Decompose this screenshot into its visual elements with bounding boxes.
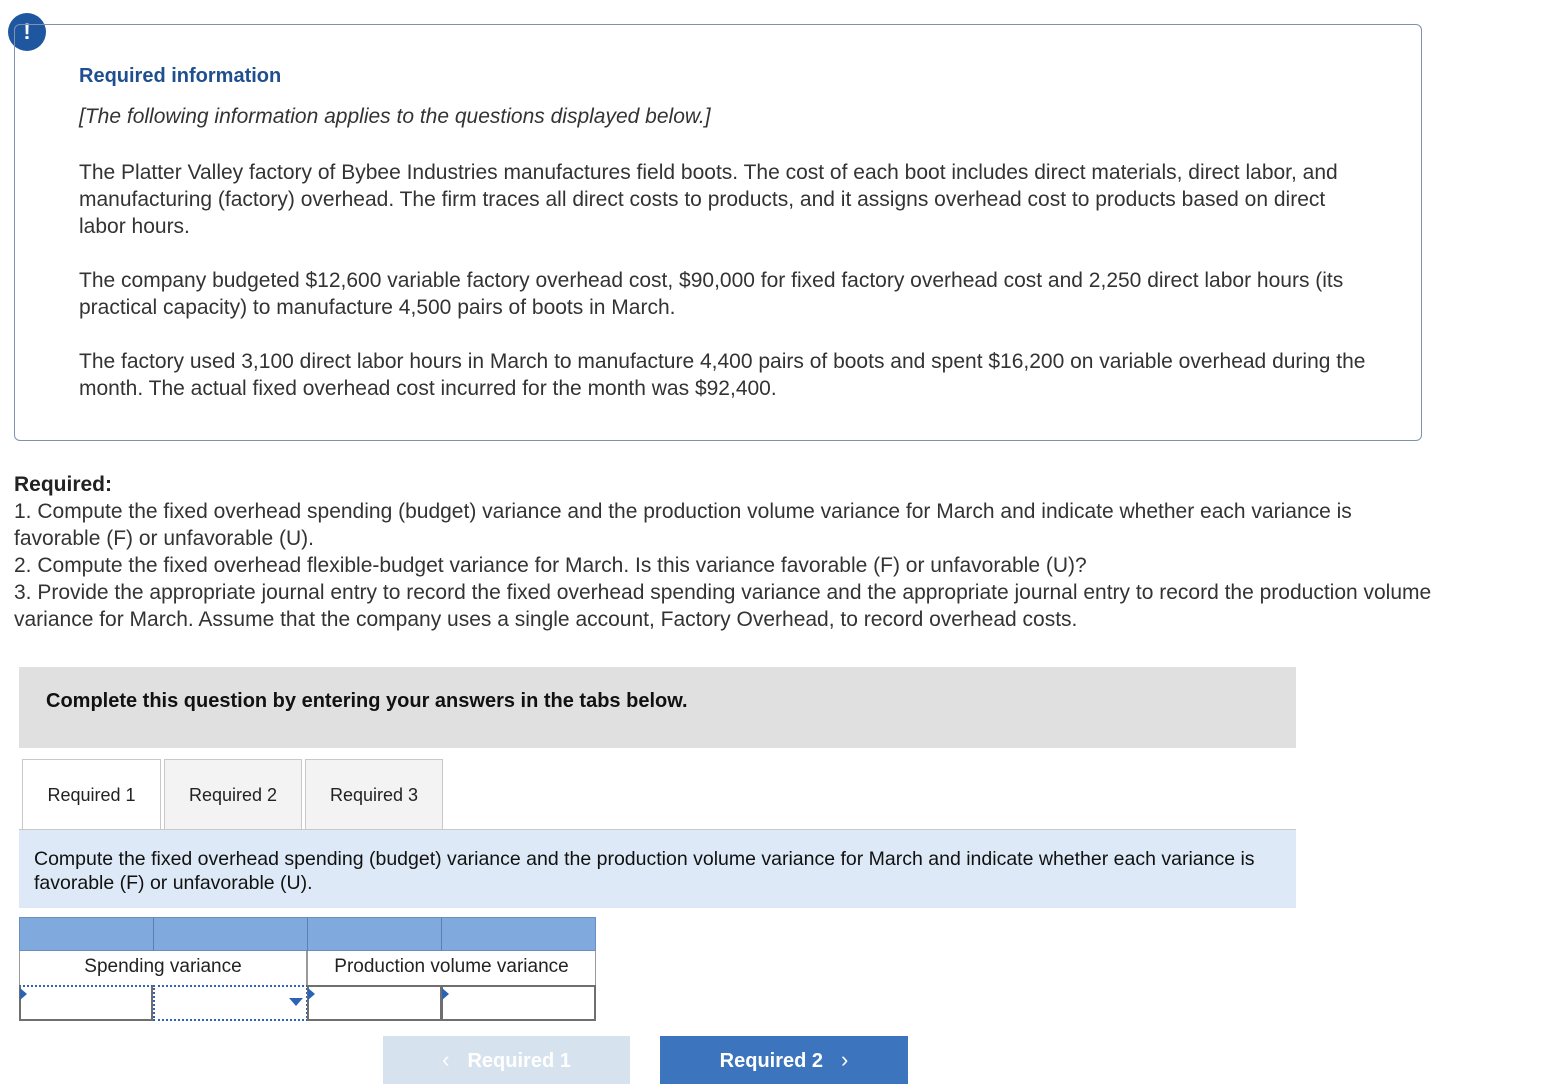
input-marker-icon <box>308 988 315 1000</box>
answer-grid <box>19 917 596 1021</box>
alert-icon: ! <box>8 13 46 51</box>
chevron-right-icon: › <box>841 1047 849 1072</box>
info-paragraph: The Platter Valley factory of Bybee Industries manufactures field boots. The cost of each boot includes direct materials, direct labor, and manufacturing (factory) overhead. The firm traces all direct costs to products, and it assigns overhead cost to products based on direct labor hours. <box>79 161 1338 238</box>
production-volume-variance-fu-select[interactable] <box>441 985 596 1021</box>
grid-divider <box>307 918 308 951</box>
required-item: 1. Compute the fixed overhead spending (budget) variance and the production volume variance for March and indicate whether each variance is favorable (F) or unfavorable (U). <box>14 500 1352 550</box>
production-volume-variance-amount-input[interactable] <box>307 985 442 1021</box>
required-information-panel <box>14 24 1422 441</box>
tab-required-3[interactable]: Required 3 <box>305 759 443 830</box>
info-paragraph: The factory used 3,100 direct labor hours in March to manufacture 4,400 pairs of boots and spent $16,200 on variable overhead during the month. The actual fixed overhead cost incurred for the month was $92,400. <box>79 350 1366 400</box>
input-marker-icon <box>442 988 449 1000</box>
dropdown-arrow-icon[interactable] <box>289 998 303 1006</box>
tab-required-2[interactable]: Required 2 <box>164 759 302 830</box>
answer-row <box>19 985 596 1021</box>
previous-button-label: Required 1 <box>467 1050 571 1072</box>
info-title: Required information <box>79 65 282 87</box>
column-label-spending: Spending variance <box>19 951 307 985</box>
input-marker-icon <box>20 988 27 1000</box>
spending-variance-amount-input[interactable] <box>19 985 153 1021</box>
required-item: 2. Compute the fixed overhead flexible-budget variance for March. Is this variance favorable (F) or unfavorable (U)? <box>14 554 1087 577</box>
question-text: Compute the fixed overhead spending (budget) variance and the production volume variance for March and indicate whether each variance is favorable (F) or unfavorable (U). <box>19 829 1296 908</box>
next-button-label: Required 2 <box>719 1050 824 1072</box>
required-heading: Required: <box>14 473 113 496</box>
next-button[interactable] <box>660 1036 908 1084</box>
grid-divider <box>441 918 442 951</box>
tab-required-1[interactable]: Required 1 <box>22 759 161 831</box>
previous-button[interactable] <box>383 1036 630 1084</box>
instruction-banner: Complete this question by entering your answers in the tabs below. <box>19 667 1296 748</box>
spending-variance-fu-select[interactable] <box>153 985 308 1021</box>
column-label-production-volume: Production volume variance <box>307 951 596 985</box>
grid-divider <box>153 918 154 951</box>
grid-header <box>19 917 596 951</box>
chevron-left-icon: ‹ <box>442 1047 450 1072</box>
required-list <box>14 471 1434 633</box>
info-note: [The following information applies to the questions displayed below.] <box>79 105 711 128</box>
info-paragraph: The company budgeted $12,600 variable factory overhead cost, $90,000 for fixed factory overhead cost and 2,250 direct labor hours (its practical capacity) to manufacture 4,500 pairs of boots in March. <box>79 269 1344 319</box>
required-item: 3. Provide the appropriate journal entry to record the fixed overhead spending variance and the appropriate journal entry to record the production volume variance for March. Assume that the company uses a single account, Factory Overhead, to record overhead costs. <box>14 581 1432 631</box>
